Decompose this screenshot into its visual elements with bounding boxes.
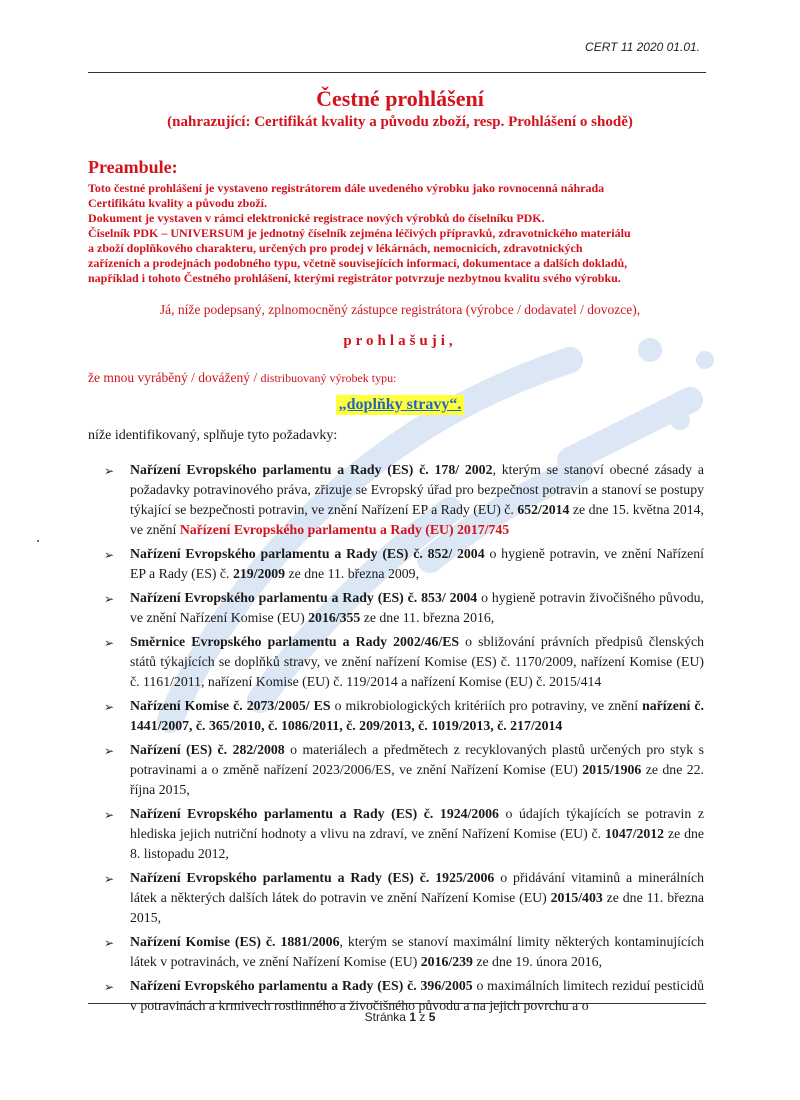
document-subtitle: (nahrazující: Certifikát kvality a původu zboží, resp. Prohlášení o shodě) — [167, 114, 633, 130]
regulation-text: Nařízení Evropského parlamentu a Rady (ES) č. 396/2005 o maximálních limitech reziduí pesticidů v potravinách a krmivech rostlinného a živočišného původu a na jejich povrchu a o — [130, 978, 704, 1013]
regulation-item — [104, 696, 704, 736]
total-pages: 5 — [428, 1010, 436, 1024]
document-title: Čestné prohlášení — [316, 86, 484, 111]
regulation-text: Nařízení Evropského parlamentu a Rady (ES) č. 853/ 2004 o hygieně potravin živočišného původu, ve znění Nařízení Komise (EU) 2016/355 ze dne 11. března 2016, — [130, 590, 704, 625]
preamble-line: zařízeních a prodejnách podobného typu, včetně souvisejících informací, dokumentace a dalších dokladů, — [88, 256, 628, 270]
requirements-intro: níže identifikovaný, splňuje tyto požadavky: — [88, 428, 338, 443]
regulation-text: Směrnice Evropského parlamentu a Rady 2002/46/ES o sbližování právních předpisů členských států týkajících se doplňků stravy, ve znění nařízení Komise (ES) č. 1170/2009, nařízení Komise (EU) č. 1161/2011, nařízení Komise (EU) č. 119/2014 a nařízení Komise (EU) č. 2015/414 — [130, 634, 705, 689]
regulation-item — [104, 544, 704, 584]
arrow-bullet-icon: ➢ — [104, 808, 115, 822]
arrow-bullet-icon: ➢ — [104, 464, 115, 478]
regulation-text: Nařízení Evropského parlamentu a Rady (ES) č. 1925/2006 o přidávání vitaminů a minerálních látek a některých dalších látek do potravin ve znění Nařízení Komise (EU) 2015/403 ze dne 11. března 2015, — [130, 870, 704, 925]
product-category: „doplňky stravy“. — [336, 395, 465, 415]
arrow-bullet-icon: ➢ — [104, 980, 115, 994]
regulation-text: Nařízení Evropského parlamentu a Rady (ES) č. 852/ 2004 o hygieně potravin, ve znění Nařízení EP a Rady (ES) č. 219/2009 ze dne 11. března 2009, — [130, 546, 705, 581]
header-divider — [88, 72, 706, 73]
product-type-distributed: distribuovaný výrobek typu: — [260, 371, 397, 385]
regulation-item — [104, 868, 704, 928]
arrow-bullet-icon: ➢ — [104, 872, 115, 886]
arrow-bullet-icon: ➢ — [104, 744, 115, 758]
regulation-item — [104, 932, 704, 972]
regulation-item — [104, 804, 704, 864]
regulations-list — [104, 460, 704, 1020]
preamble-line: Certifikátu kvality a původu zboží. — [88, 196, 268, 210]
footer-divider — [88, 1003, 706, 1004]
product-category-wrap — [0, 395, 800, 415]
declarant-statement: Já, níže podepsaný, zplnomocněný zástupce registrátora (výrobce / dodavatel / dovozce), — [159, 302, 641, 317]
regulation-item — [104, 740, 704, 800]
regulation-text: Nařízení (ES) č. 282/2008 o materiálech a předmětech z recyklovaných plastů určených pro styk s potravinami a o změně nařízení 2023/2006/ES, ve znění Nařízení Komise (EU) 2015/1906 ze dne 22. října 2015, — [130, 742, 705, 797]
arrow-bullet-icon: ➢ — [104, 636, 115, 650]
preamble-line: Toto čestné prohlášení je vystaveno registrátorem dále uvedeného výrobku jako rovnocenná náhrada — [88, 181, 605, 195]
arrow-bullet-icon: ➢ — [104, 548, 115, 562]
preamble-line: Číselník PDK – UNIVERSUM je jednotný číselník zejména léčivých přípravků, zdravotnického materiálu — [88, 226, 631, 240]
page-number: Stránka 1 z 5 — [364, 1010, 436, 1024]
regulation-item — [104, 460, 704, 540]
scan-speck — [37, 540, 39, 542]
arrow-bullet-icon: ➢ — [104, 700, 115, 714]
preamble-line: a zboží doplňkového charakteru, určených pro prodej v lékárnách, nemocnicích, zdravotnických — [88, 241, 583, 255]
arrow-bullet-icon: ➢ — [104, 592, 115, 606]
current-page: 1 — [409, 1010, 417, 1024]
regulation-text: Nařízení Komise (ES) č. 1881/2006, kterým se stanoví maximální limity některých kontaminujících látek v potravinách, ve znění Nařízení Komise (EU) 2016/239 ze dne 19. února 2016, — [130, 934, 704, 969]
preamble-line: Dokument je vystaven v rámci elektronické registrace nových výrobků do číselníku PDK. — [88, 211, 545, 225]
regulation-text: Nařízení Evropského parlamentu a Rady (ES) č. 178/ 2002, kterým se stanoví obecné zásady a požadavky potravinového práva, zřizuje se Evropský úřad pro bezpečnost potravin a stanoví se postupy týkající se bezpečnosti potravin, ve znění Nařízení EP a Rady (EU) č. 652/2014 ze dne 15. května 2014, ve znění Nařízení Evropského parlamentu a Rady (EU) 2017/745 — [130, 462, 704, 537]
preamble-heading: Preambule: — [88, 157, 178, 177]
product-type-main: že mnou vyráběný / dovážený / — [88, 370, 261, 385]
preamble-line: například i tohoto Čestného prohlášení, kterými registrátor potvrzuje nezbytnou kvalitu svého výrobku. — [88, 271, 621, 285]
regulation-item — [104, 588, 704, 628]
regulation-text: Nařízení Evropského parlamentu a Rady (ES) č. 1924/2006 o údajích týkajících se potravin z hlediska jejich nutriční hodnoty a vlivu na zdraví, ve znění Nařízení Komise (EU) č. 1047/2012 ze dne 8. listopadu 2012, — [130, 806, 704, 861]
arrow-bullet-icon: ➢ — [104, 936, 115, 950]
regulation-text: Nařízení Komise č. 2073/2005/ ES o mikrobiologických kritériích pro potraviny, ve znění nařízení č. 1441/2007, č. 365/2010, č. 1086/2011, č. 209/2013, č. 1019/2013, č. 217/2014 — [130, 698, 704, 733]
product-type-line — [88, 370, 396, 386]
declaration-heading: prohlašuji, — [343, 333, 457, 349]
preamble-text — [88, 181, 708, 286]
regulation-item — [104, 632, 704, 692]
document-code: CERT 11 2020 01.01. — [585, 40, 700, 54]
